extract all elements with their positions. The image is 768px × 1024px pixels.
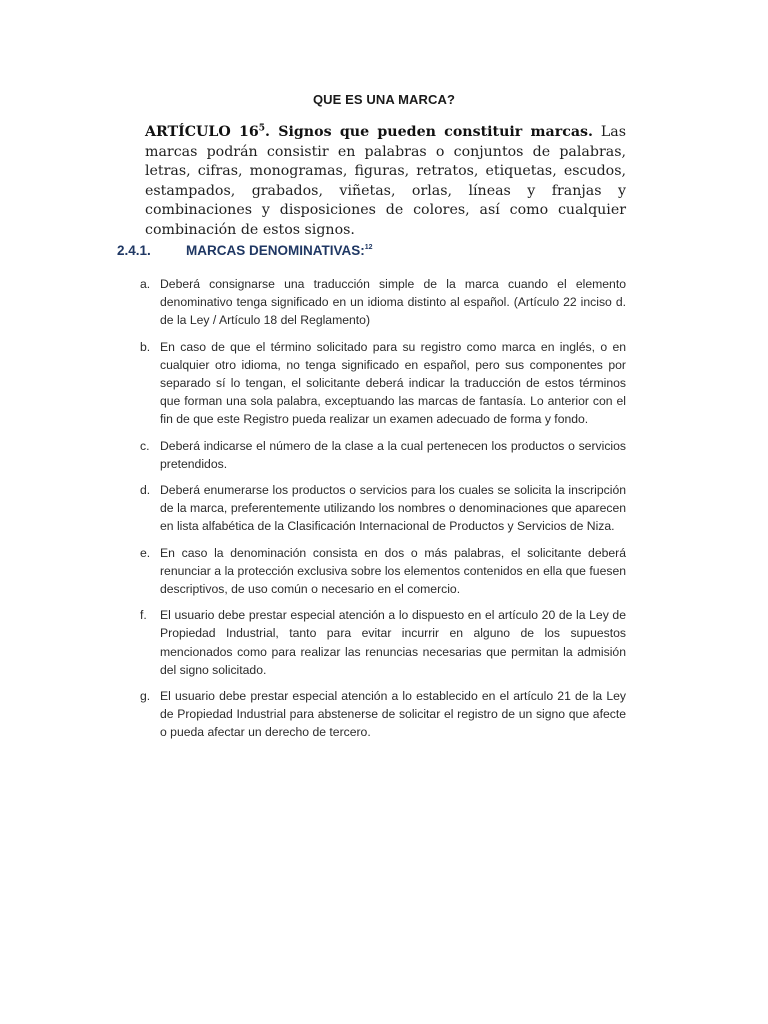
section-heading [117,243,373,258]
article-paragraph [145,123,626,240]
section-number: 2.4.1. [117,243,151,258]
list-item-text: En caso de que el término solicitado para su registro como marca en inglés, o en cualquier otro idioma, no tenga significado en español, pero sus componentes por separado sí lo tengan, el solicitante deberá indicar la traducción de estos términos que forman una sola palabra, exceptuando las marcas de fantasía. Lo anterior con el fin de que este Registro pueda realizar un examen adecuado de forma y fondo. [160,339,626,427]
section-footnote-ref: 12 [364,244,373,251]
article-heading [145,124,593,140]
list-item-letter: g. [140,689,151,704]
list-item-text: El usuario debe prestar especial atención a lo establecido en el artículo 21 de la Ley de Propiedad Industrial para abstenerse de solicitar el registro de un signo que afecte o pueda afectar un derecho de tercero. [160,689,626,740]
list-item-letter: f. [140,608,147,623]
list-item-letter: a. [140,277,151,291]
list-item [140,481,626,536]
list-item [140,437,626,473]
list-item [140,338,626,429]
list-item-text: En caso la denominación consista en dos o más palabras, el solicitante deberá renunciar a la protección exclusiva sobre los elementos contenidos en ella que fuesen descriptivos, de uso común o necesario en el comercio. [160,545,626,597]
list-item-text: Deberá consignarse una traducción simple de la marca cuando el elemento denominativo tenga significado en un idioma distinto al español. (Artículo 22 inciso d. de la Ley / Artículo 18 del Reglamento) [160,277,626,328]
section-title: MARCAS DENOMINATIVAS: [186,243,365,258]
page-title: QUE ES UNA MARCA? [312,92,456,107]
list-item-letter: c. [140,438,150,453]
list-item-text: Deberá indicarse el número de la clase a la cual pertenecen los productos o servicios pretendidos. [160,438,626,471]
article-body: Las marcas podrán consistir en palabras o conjuntos de palabras, letras, cifras, monogramas, figuras, retratos, etiquetas, escudos, estampados, grabados, viñetas, orlas, líneas y franjas y combinaciones y disposiciones de colores, así como cualquier combinación de estos signos. [145,124,626,238]
list-item-letter: d. [140,483,151,498]
list-item-letter: e. [140,545,151,560]
list-item-letter: b. [140,339,151,354]
article-number: ARTÍCULO 16 [145,124,259,140]
article-footnote-ref: 5 [258,123,266,134]
list-item-text: Deberá enumerarse los productos o servicios para los cuales se solicita la inscripción de la marca, preferentemente utilizando los nombres o denominaciones que aparecen en lista alfabética de la Clasificación Internacional de Productos y Servicios de Niza. [160,483,626,534]
requirements-list [140,275,626,750]
article-subheading: . Signos que pueden constituir marcas. [265,124,593,140]
list-item-text: El usuario debe prestar especial atención a lo dispuesto en el artículo 20 de la Ley de Propiedad Industrial, tanto para evitar incurrir en alguno de los supuestos mencionados como para realizar las renuncias necesarias que permitan la admisión del signo solicitado. [160,608,626,677]
list-item [140,606,626,679]
list-item [140,275,626,330]
list-item [140,687,626,742]
list-item [140,544,626,599]
